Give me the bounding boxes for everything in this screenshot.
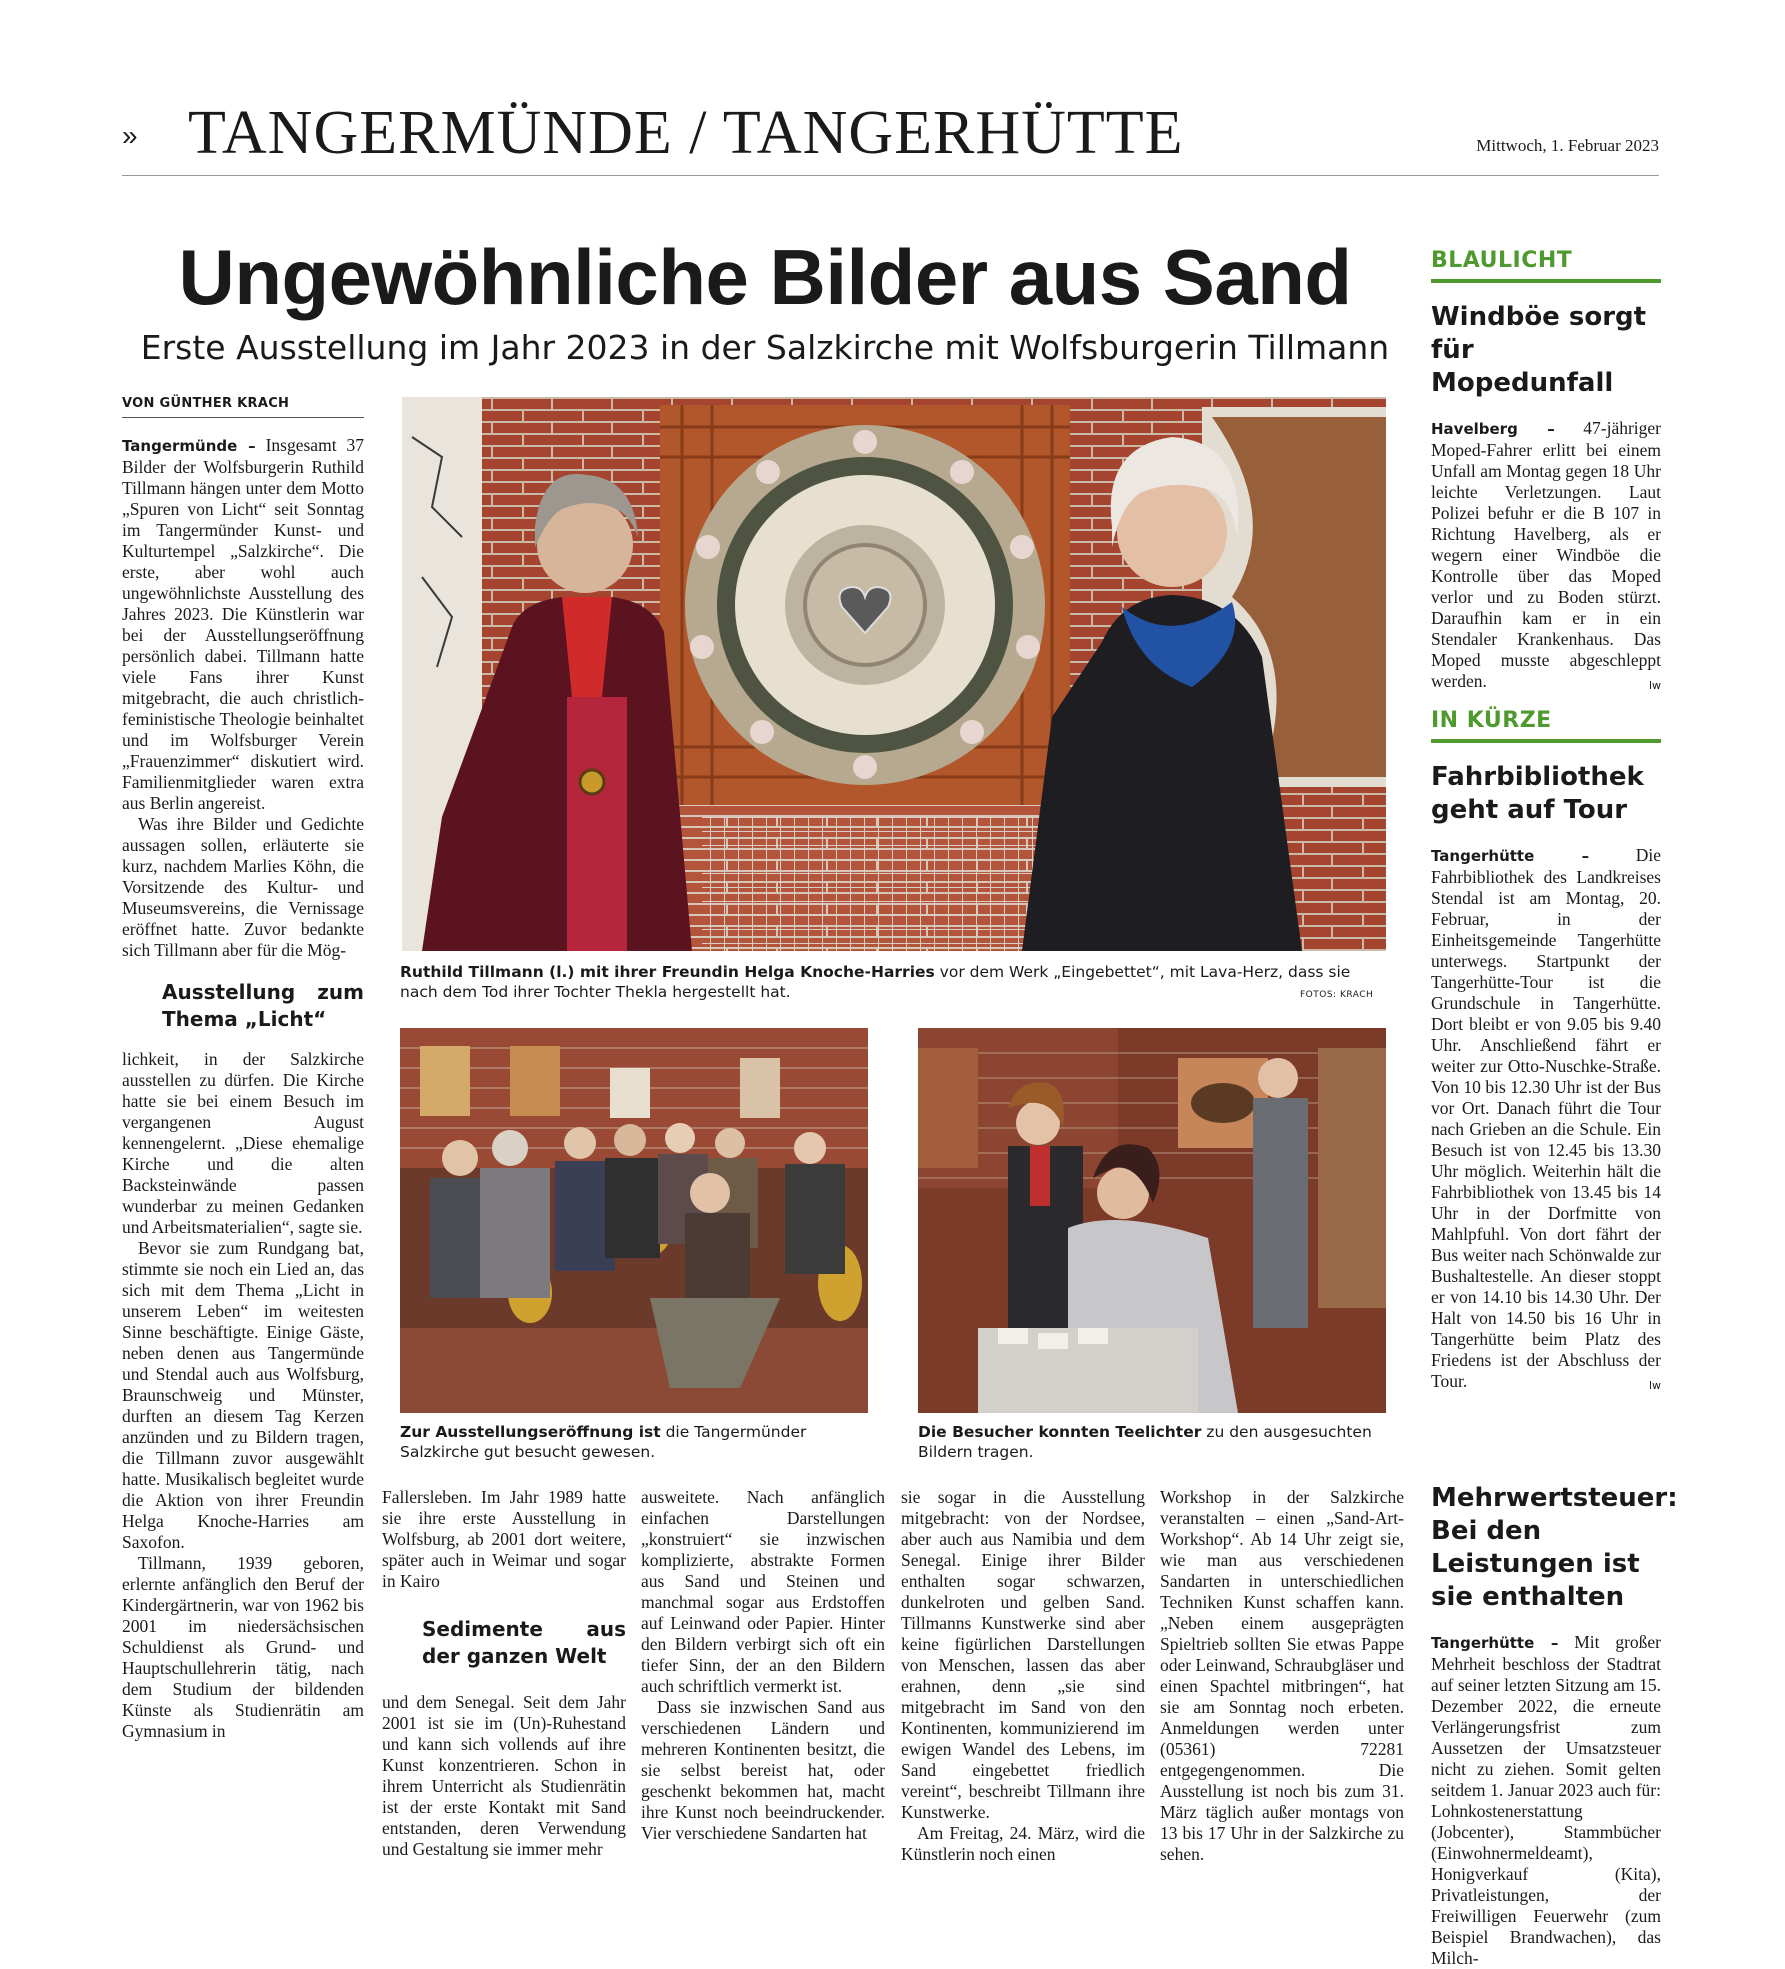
column-2-paragraph-2: und dem Senegal. Seit dem Jahr 2001 ist sie im (Un)-Ruhestand und kann sich vollends auf ihre Kunst konzentrieren. Schon in ihrem Unterricht als Studienrätin ist der erste Kontakt mit Sand entstanden, deren Verwendung und Gestaltung sie immer mehr bbox=[382, 1692, 626, 1859]
blaulicht-rule bbox=[1431, 279, 1661, 283]
mwst-dateline: Tangerhütte – bbox=[1431, 1634, 1559, 1652]
main-photo-illustration bbox=[402, 397, 1386, 951]
audience-caption-text: die Tangermünder Salzkirche gut besucht gewesen. bbox=[400, 1423, 807, 1461]
mwst-text bbox=[1431, 1632, 1661, 1969]
mwst-headline: Mehrwertsteuer: Bei den Leistungen ist sie enthalten bbox=[1431, 1483, 1678, 1612]
audience-photo-caption bbox=[400, 1422, 870, 1462]
column-1-paragraph-2: Was ihre Bilder und Gedichte aussagen sollen, erläuterte sie kurz, nachdem Marlies Köhn, die Vorsitzende des Kultur- und Museumsvereins, die Vernissage eröffnet hatte. Zuvor bedankte sich Tillmann aber für die Mög- bbox=[122, 814, 364, 960]
kuerze-signature: lw bbox=[1648, 1379, 1661, 1392]
visitors-photo-illustration bbox=[918, 1028, 1386, 1413]
article-dateline: Tangermünde – bbox=[122, 437, 256, 455]
column-3-paragraph-2: Dass sie inzwischen Sand aus verschiedenen Ländern und mehreren Kontinenten besitzt, die sie selbst bereist hat, oder geschenkt bekommen hat, macht ihre Kunst noch beeindruckender. Vier verschiedene Sandarten hat bbox=[641, 1697, 885, 1843]
kuerze-rule bbox=[1431, 739, 1661, 743]
article-subheadline: Erste Ausstellung im Jahr 2023 in der Salzkirche mit Wolfsburgerin Tillmann bbox=[140, 328, 1390, 367]
main-photo-caption bbox=[400, 962, 1390, 1002]
column-5-paragraph-1: Workshop in der Salzkirche veranstalten – einen „Sand-Art-Workshop“. Ab 14 Uhr zeigt sie, wie man aus verschiedenen Sandarten in unterschiedlichen Techniken Kunst schaffen kann. „Neben einem ausgeprägten Spieltrieb sollten Sie etwas Pappe oder Leinwand, Schraubgläser und einen Spachtel mitbringen“, hat sie am Sonntag noch erbeten. Anmeldungen werden unter (05361) 72281 entgegengenommen. Die Ausstellung ist noch bis zum 31. März täglich außer montags von 13 bis 17 Uhr in der Salzkirche zu sehen. bbox=[1160, 1487, 1404, 1864]
masthead-divider bbox=[122, 175, 1659, 176]
article-column-4 bbox=[901, 1487, 1145, 1865]
mwst-body: Mit großer Mehrheit beschloss der Stadtrat auf seiner letzten Sitzung am 15. Dezember 2022, die erneute Verlängerungsfrist zum Aussetzen der Umsatzsteuer nicht zu ziehen. Somit gelten seitdem 1. Januar 2023 auch für: Lohnkostenerstattung (Jobcenter), Stammbücher (Einwohnermeldeamt), Honigverkauf (Kita), Privatleistungen, der Freiwilligen Feuerwehr (zum Beispiel Brandwachen), das Milch- bbox=[1431, 1632, 1661, 1968]
column-3-paragraph-1: ausweitete. Nach anfänglich einfachen Darstellungen „konstruiert“ sie inzwischen komplizierte, abstrakte Formen aus Sand und Steinen und manchmal sogar aus Erdstoffen auf Leinwand oder Papier. Hinter den Bildern verbirgt sich oft ein tiefer Sinn, der an den Bildern auch schriftlich vermerkt ist. bbox=[641, 1487, 885, 1696]
column-1-paragraph-1: Insgesamt 37 Bilder der Wolfsburgerin Ruthild Tillmann hängen unter dem Motto „Spuren von Licht“ seit Sonntag im Tangermünder Kunst- und Kulturtempel „Salzkirche“. Die erste, aber wohl auch ungewöhnlichste Ausstellung des Jahres 2023. Die Künstlerin war bei der Ausstellungseröffnung persönlich dabei. Tillmann hatte viele Fans ihrer Kunst mitgebracht, die auch christlich-feministische Theologie beinhaltet und im Wolfsburger Verein „Frauenzimmer“ diskutiert wird. Familienmitglieder waren extra aus Berlin angereist. bbox=[122, 435, 365, 813]
byline: VON GÜNTHER KRACH bbox=[122, 396, 364, 418]
kuerze-body: Die Fahrbibliothek des Landkreises Stendal ist am Montag, 20. Februar, in der Einheitsgemeinde Tangerhütte unterwegs. Startpunkt der Tangerhütte-Tour ist die Grundschule in Tangerhütte. Dort bleibt er von 9.05 bis 9.40 Uhr. Anschließend fährt er weiter zur Otto-Nuschke-Straße. Von 10 bis 12.30 Uhr ist der Bus vor Ort. Danach führt die Tour nach Grieben an die Schule. Ein Besuch ist von 12.45 bis 13.30 Uhr möglich. Weiterhin hält die Fahrbibliothek von 13.45 bis 14 Uhr in der Dorfmitte von Mahlpfuhl. Von dort fährt der Bus weiter nach Schönwalde zur Bushaltestelle. An dieser stoppt er von 14.10 bis 14.30 Uhr. Der Halt von 14.50 bis 16 Uhr in Tangerhütte beim Platz des Friedens ist der Abschluss der Tour. bbox=[1431, 845, 1661, 1391]
main-caption-lead: Ruthild Tillmann (l.) mit ihrer Freundin Helga Knoche-Harries bbox=[400, 963, 935, 981]
column-1-paragraph-3: lichkeit, in der Salzkirche ausstellen zu dürfen. Die Kirche hatte sie bei einem Besuch im vergangenen August kennengelernt. „Diese ehemalige Kirche und die alten Backsteinwände passen wunderbar zu meinen Gedanken und Arbeitsmaterialien“, sagte sie. bbox=[122, 1049, 364, 1237]
audience-photo-illustration bbox=[400, 1028, 868, 1413]
visitors-photo-caption bbox=[918, 1422, 1388, 1462]
blaulicht-text bbox=[1431, 418, 1661, 692]
audience-caption-lead: Zur Ausstellungseröffnung ist bbox=[400, 1423, 661, 1441]
kuerze-dateline: Tangerhütte – bbox=[1431, 847, 1590, 865]
column-1-paragraph-4: Bevor sie zum Rundgang bat, stimmte sie noch ein Lied an, das sich mit dem Thema „Licht in unserem Leben“ im weitesten Sinne beschäftigte. Einige Gäste, neben denen aus Tangermünde und Stendal auch aus Wolfsburg, Braunschweig und Münster, durften an diesem Tag Kerzen anzünden und zu Bildern tragen, die Tillmann zuvor ausgewählt hatte. Musikalisch begleitet wurde die Aktion von ihrer Freundin Helga Knoche-Harries am Saxofon. bbox=[122, 1238, 364, 1552]
photo-credit: FOTOS: KRACH bbox=[1300, 990, 1374, 1000]
visitors-photo bbox=[918, 1028, 1386, 1413]
masthead-arrow: » bbox=[122, 120, 138, 151]
column-2-paragraph-1: Fallersleben. Im Jahr 1989 hatte sie ihre erste Ausstellung in Wolfsburg, ab 2001 dort weitere, später auch in Weimar und sogar in Kairo bbox=[382, 1487, 626, 1591]
visitors-caption-text: zu den ausgesuchten Bildern tragen. bbox=[918, 1423, 1372, 1461]
kuerze-kicker: IN KÜRZE bbox=[1431, 708, 1552, 733]
article-column-1 bbox=[122, 435, 364, 1742]
article-column-2 bbox=[382, 1487, 626, 1860]
article-headline: Ungewöhnliche Bilder aus Sand bbox=[178, 233, 1352, 321]
interheading-sedimente: Sedimente aus der ganzen Welt bbox=[422, 1617, 626, 1668]
main-caption-text: vor dem Werk „Eingebettet“, mit Lava-Herz, dass sie nach dem Tod ihrer Tochter Thekla hergestellt hat. bbox=[400, 963, 1351, 1001]
audience-photo bbox=[400, 1028, 868, 1413]
issue-date: Mittwoch, 1. Februar 2023 bbox=[1476, 136, 1659, 155]
blaulicht-headline: Windböe sorgt für Mopedunfall bbox=[1431, 302, 1647, 398]
blaulicht-dateline: Havelberg – bbox=[1431, 420, 1555, 438]
sidebar-blaulicht bbox=[1431, 248, 1661, 696]
blaulicht-kicker: BLAULICHT bbox=[1431, 248, 1573, 273]
sidebar-mehrwertsteuer bbox=[1431, 1482, 1678, 1969]
visitors-caption-lead: Die Besucher konnten Teelichter bbox=[918, 1423, 1202, 1441]
interheading-licht: Ausstellung zum Thema „Licht“ bbox=[162, 980, 364, 1031]
article-column-3 bbox=[641, 1487, 885, 1844]
blaulicht-body: 47-jähriger Moped-Fahrer erlitt bei einem Unfall am Montag gegen 18 Uhr leichte Verletzungen. Laut Polizei befuhr er die B 107 in Richtung Havelberg, als er wegern einer Windböe die Kontrolle über das Moped verlor und zu Boden stürzt. Daraufhin kam er in ein Stendaler Krankenhaus. Das Moped musste abgeschleppt werden. bbox=[1431, 418, 1661, 691]
blaulicht-signature: lw bbox=[1648, 679, 1661, 692]
main-photo bbox=[402, 397, 1386, 951]
article-column-5 bbox=[1160, 1487, 1404, 1865]
section-title: TANGERMÜNDE / TANGERHÜTTE bbox=[188, 99, 1184, 167]
sidebar-in-kuerze bbox=[1431, 708, 1661, 1396]
column-1-paragraph-5: Tillmann, 1939 geboren, erlernte anfänglich den Beruf der Kindergärtnerin, war von 1962 bis 2001 im niedersächsischen Schuldienst als Grund- und Hauptschullehrerin tätig, nach dem Studium der bildenden Künste als Studienrätin am Gymnasium in bbox=[122, 1553, 364, 1741]
column-4-paragraph-2: Am Freitag, 24. März, wird die Künstlerin noch einen bbox=[901, 1823, 1145, 1864]
kuerze-text bbox=[1431, 845, 1661, 1392]
column-4-paragraph-1: sie sogar in die Ausstellung mitgebracht: von der Nordsee, aber auch aus Namibia und dem Senegal. Einige ihrer Bilder enthalten sogar schwarzen, dunkelroten und gelben Sand. Tillmanns Kunstwerke sind aber keine figürlichen Darstellungen von Menschen, lassen das aber erahnen, denn „sie sind mitgebracht im Sand von den Kontinenten, kommunizierend im ewigen Wandel des Lebens, im Sand eingebettet friedlich vereint“, beschreibt Tillmann ihre Kunstwerke. bbox=[901, 1487, 1145, 1822]
kuerze-headline: Fahrbibliothek geht auf Tour bbox=[1431, 762, 1644, 825]
